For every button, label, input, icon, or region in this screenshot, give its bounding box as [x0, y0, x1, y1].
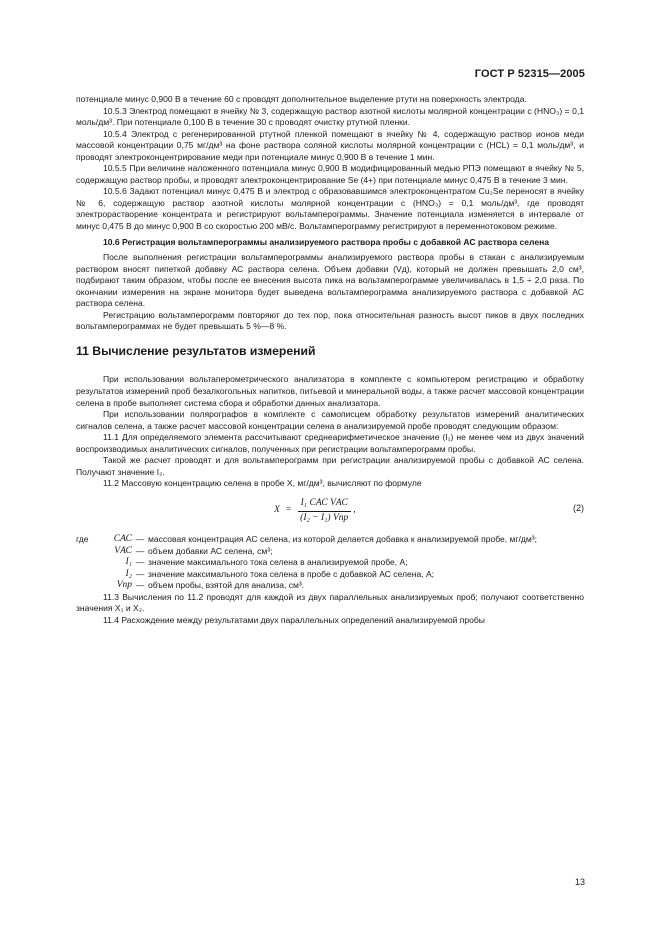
paragraph: При использовании вольтаперометрического анализатора в комплекте с компьютером регистрацию и обработку результатов измерений проб безалкогольных напитков, питьевой и минеральной воды, а также расчет массовой концентрации селена в пробе выполняет система сбора и обработки данных анализатора.: [76, 374, 584, 408]
formula-equals: =: [285, 505, 292, 516]
legend-dash: —: [135, 545, 145, 556]
formula-number: (2): [573, 502, 584, 513]
legend-lead: [76, 546, 92, 558]
document-code-header: ГОСТ Р 52315—2005: [474, 68, 585, 80]
legend-row: [76, 546, 584, 558]
formula-expression: [274, 498, 356, 524]
paragraph-10-5-3: 10.5.3 Электрод помещают в ячейку № 3, содержащую раствор азотной кислоты молярной концентрации c (HNO₃) = 0,1 моль/дм³. При потенциале 0,100 В в течение 30 с проводят очистку ртутной пленки.: [76, 105, 584, 128]
legend-text: значение максимального тока селена в пробе с добавкой АС селена, А;: [148, 568, 435, 579]
legend-lead: где: [76, 533, 89, 544]
paragraph-10-5-4: 10.5.4 Электрод с регенерированной ртутной пленкой помещают в ячейку № 4, содержащую раствор ионов меди массовой концентрации 0,75 мг/дм³ на фоне раствора соляной кислоты молярной концентрации c (HCL) = 0,1 моль/дм³, и проводят электроконцентрирование меди при потенциале минус 0,900 В в течение 1 мин.: [76, 128, 584, 162]
legend-symbol: Vпр: [116, 580, 132, 591]
page-number: 13: [574, 877, 585, 887]
paragraph-11-1: 11.1 Для определяемого элемента рассчитывают среднеарифметическое значение (I₁) не менее чем из двух значений воспроизводимых аналитических сигналов, полученных при регистрации вольтамперограмм пробы.: [76, 432, 584, 454]
legend-symbol: I₂: [125, 568, 132, 579]
paragraph-11-4: 11.4 Расхождение между результатами двух параллельных определений анализируемой пробы: [103, 614, 485, 625]
paragraph: потенциале минус 0,900 В в течение 60 с проводят дополнительное выделение ртути на поверхность электрода.: [76, 94, 527, 104]
formula-legend: [76, 534, 584, 592]
legend-text: объем пробы, взятой для анализа, см³.: [148, 580, 305, 591]
formula-denominator: (I₂ − I₁) Vпр: [300, 512, 349, 523]
paragraph-10-5-6: 10.5.6 Задают потенциал минус 0,475 В и электрод с образовавшимся электроконцентратом Cu₂Se переносят в ячейку № 6, содержащую раствор азотной кислоты молярной концентрации c (HNO₃) = 0,1 моль/дм³, где проводят электрорастворение концентрата и регистрируют вольтамперограммы. Значение потенциала изменяется в интервале от минус 0,475 В до минус 0,900 В со скоростью 200 мВ/с. Вольтамперограмму регистрируют в переменнотоковом режиме.: [76, 186, 584, 232]
formula-lhs: X: [274, 505, 280, 516]
legend-lead: [76, 580, 92, 592]
paragraph-11-2: 11.2 Массовую концентрацию селена в пробе X, мг/дм³, вычисляют по формуле: [103, 478, 422, 489]
legend-symbol: CАС: [113, 533, 132, 544]
paragraph: Такой же расчет проводят и для вольтамперограмм при регистрации анализируемой пробы с добавкой АС селена. Получают значение I₂.: [76, 455, 584, 477]
legend-lead: [76, 569, 92, 581]
formula-comma: ,: [353, 505, 356, 516]
legend-lead: [76, 557, 92, 569]
legend-text: значение максимального тока селена в анализируемой пробе, А;: [148, 557, 408, 568]
formula-2: [76, 494, 584, 528]
paragraph: Регистрацию вольтамперограмм повторяют до тех пор, пока относительная разность высот пиков в двух последних вольтамперограммах не будет превышать 5 %—8 %.: [76, 309, 584, 332]
legend-dash: —: [135, 580, 145, 591]
section-heading-11: 11 Вычисление результатов измерений: [76, 343, 316, 358]
formula-numerator: I₁ CАС VАС: [298, 498, 351, 512]
paragraph: После выполнения регистрации вольтамперограммы анализируемого раствора пробы в стакан с анализируемым раствором вносят пипеткой добавку АС раствора селена. Объем добавки (Vд), который не должен превышать 2,0 см³, подбирают таким образом, чтобы после ее внесения высота пика на вольтамперограмме увеличивалась в 1,5 ÷ 2,0 раза. По окончании измерения на экране монитора будет выведена вольтамперограмма анализируемого раствора с добавкой АС раствора селена.: [76, 252, 584, 309]
formula-fraction: [297, 498, 351, 524]
legend-row: [76, 534, 584, 546]
legend-row: [76, 580, 584, 592]
legend-text: массовая концентрация АС селена, из которой делается добавка к анализируемой пробе, мг/дм³;: [148, 533, 537, 544]
legend-row: [76, 569, 584, 581]
legend-symbol: I₁: [125, 557, 132, 568]
subsection-heading-10-6: 10.6 Регистрация вольтамперограммы анализируемого раствора пробы с добавкой АС раствора селена: [103, 236, 549, 247]
legend-symbol: VАС: [114, 545, 132, 556]
paragraph: При использовании полярографов в комплекте с самописцем обработку результатов измерений аналитических сигналов селена, а также расчет массовой концентрации селена в анализируемой пробе проводят следующим образом:: [76, 409, 584, 431]
legend-text: объем добавки АС селена, см³;: [148, 545, 273, 556]
paragraph-10-5-5: 10.5.5 При величине наложенного потенциала минус 0,900 В модифицированный медью РПЭ помещают в ячейку № 5, содержащую раствор пробы, и проводят электроконцентрирование Se (4+) при потенциале минус 0,475 В в течение 3 мин.: [76, 163, 584, 185]
legend-dash: —: [135, 568, 145, 579]
legend-dash: —: [135, 533, 145, 544]
legend-dash: —: [135, 557, 145, 568]
page-content: [76, 94, 584, 626]
legend-row: [76, 557, 584, 569]
paragraph-11-3: 11.3 Вычисления по 11.2 проводят для каждой из двух параллельных анализируемых проб; получают соответственно значения X₁ и X₂.: [76, 591, 584, 614]
